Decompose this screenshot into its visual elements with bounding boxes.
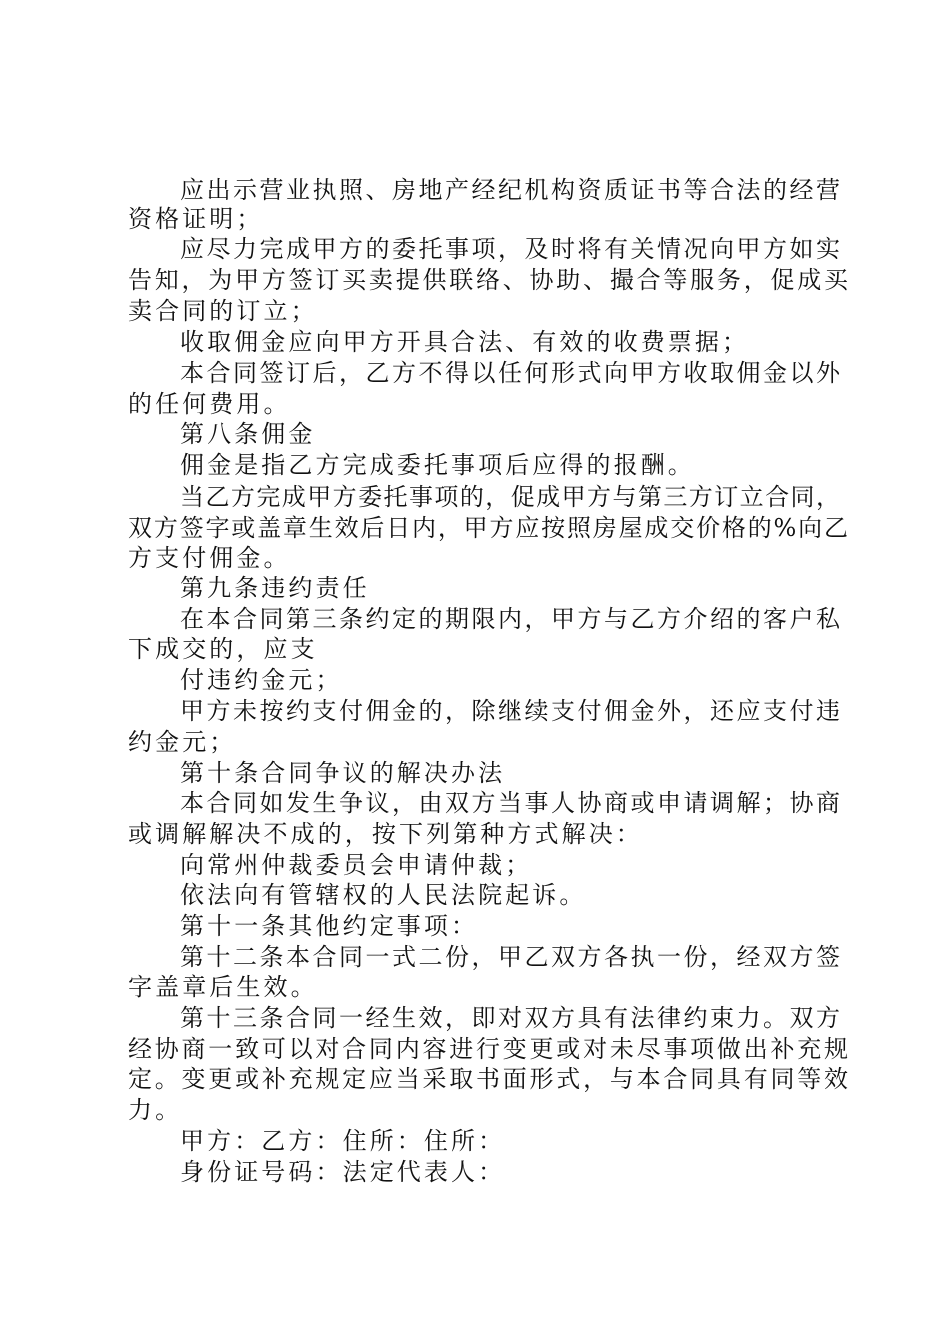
paragraph-line: 或调解解决不成的，按下列第种方式解决： bbox=[128, 820, 643, 848]
paragraph-line: 本合同签订后，乙方不得以任何形式向甲方收取佣金以外 bbox=[180, 359, 840, 387]
paragraph-line: 经协商一致可以对合同内容进行变更或对未尽事项做出补充规 bbox=[128, 1035, 848, 1063]
paragraph-line: 字盖章后生效。 bbox=[128, 973, 318, 1001]
signature-line: 身份证号码：法定代表人： bbox=[180, 1158, 506, 1186]
section-heading: 第九条违约责任 bbox=[180, 574, 370, 602]
paragraph-line: 的任何费用。 bbox=[128, 390, 291, 418]
signature-line: 甲方：乙方：住所：住所： bbox=[180, 1127, 506, 1155]
paragraph-line: 力。 bbox=[128, 1096, 183, 1124]
paragraph-line: 佣金是指乙方完成委托事项后应得的报酬。 bbox=[180, 451, 695, 479]
paragraph-line: 第十三条合同一经生效，即对双方具有法律约束力。双方 bbox=[180, 1004, 840, 1032]
paragraph-line: 依法向有管辖权的人民法院起诉。 bbox=[180, 881, 587, 909]
section-heading: 第十条合同争议的解决办法 bbox=[180, 759, 506, 787]
paragraph-line: 资格证明； bbox=[128, 205, 264, 233]
paragraph-line: 当乙方完成甲方委托事项的，促成甲方与第三方订立合同， bbox=[180, 483, 840, 511]
section-heading: 第十一条其他约定事项： bbox=[180, 912, 479, 940]
paragraph-line: 付违约金元； bbox=[180, 666, 343, 694]
paragraph-line: 向常州仲裁委员会申请仲裁； bbox=[180, 851, 533, 879]
paragraph-line: 第十二条本合同一式二份，甲乙双方各执一份，经双方签 bbox=[180, 943, 840, 971]
paragraph-line: 甲方未按约支付佣金的，除继续支付佣金外，还应支付违 bbox=[180, 697, 840, 725]
paragraph-line: 在本合同第三条约定的期限内，甲方与乙方介绍的客户私 bbox=[180, 605, 840, 633]
paragraph-line: 应尽力完成甲方的委托事项，及时将有关情况向甲方如实 bbox=[180, 235, 840, 263]
paragraph-line: 方支付佣金。 bbox=[128, 544, 291, 572]
paragraph-line: 卖合同的订立； bbox=[128, 297, 318, 325]
paragraph-line: 应出示营业执照、房地产经纪机构资质证书等合法的经营 bbox=[180, 176, 840, 204]
section-heading: 第八条佣金 bbox=[180, 420, 316, 448]
paragraph-line: 下成交的，应支 bbox=[128, 635, 318, 663]
paragraph-line: 约金元； bbox=[128, 728, 237, 756]
paragraph-line: 定。变更或补充规定应当采取书面形式，与本合同具有同等效 bbox=[128, 1065, 848, 1093]
paragraph-line: 收取佣金应向甲方开具合法、有效的收费票据； bbox=[180, 328, 750, 356]
paragraph-line: 本合同如发生争议，由双方当事人协商或申请调解；协商 bbox=[180, 789, 840, 817]
paragraph-line: 双方签字或盖章生效后日内，甲方应按照房屋成交价格的%向乙 bbox=[128, 514, 848, 542]
paragraph-line: 告知，为甲方签订买卖提供联络、协助、撮合等服务，促成买 bbox=[128, 266, 848, 294]
